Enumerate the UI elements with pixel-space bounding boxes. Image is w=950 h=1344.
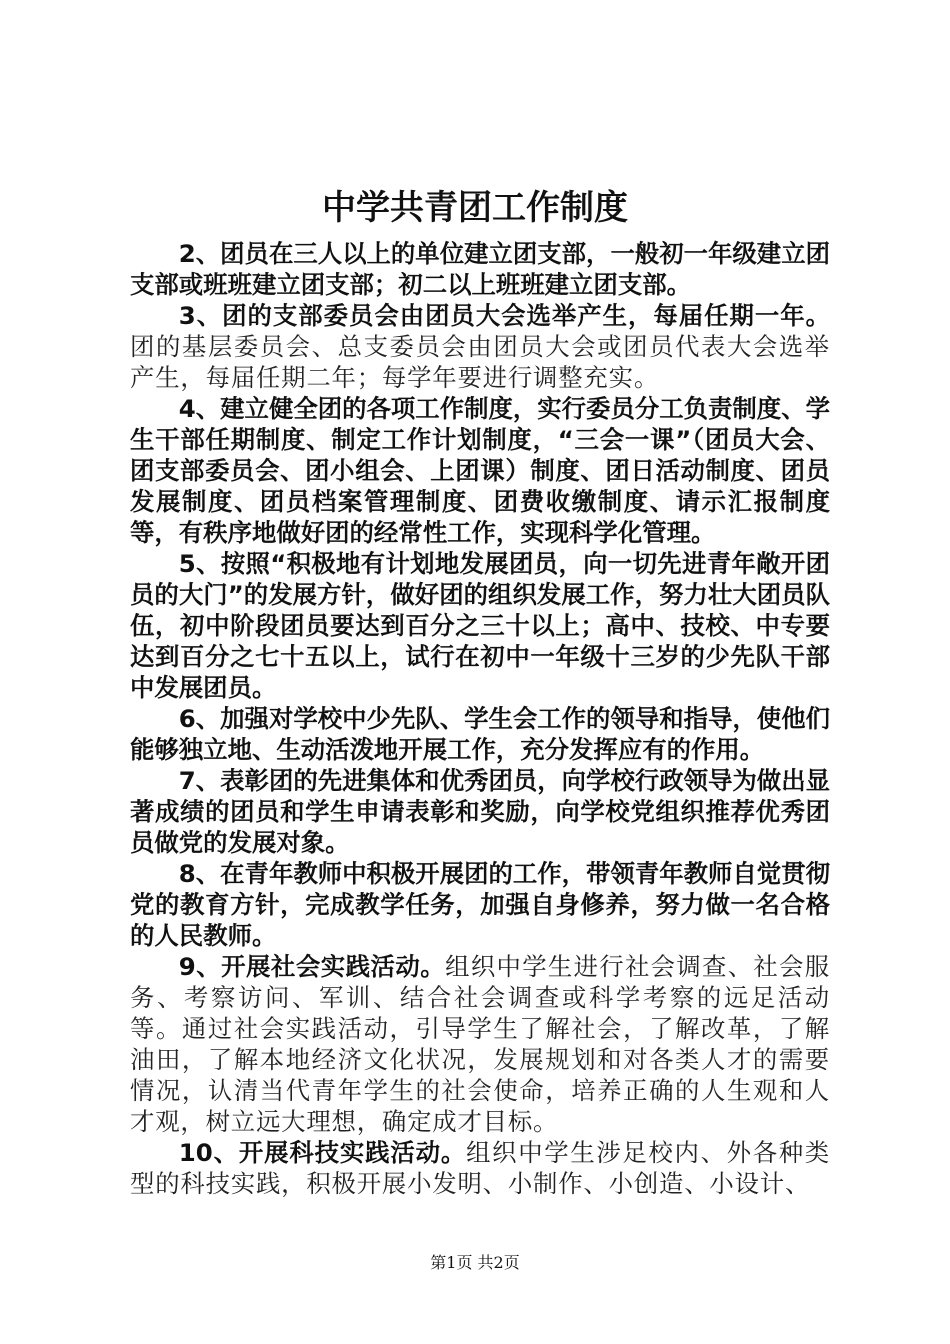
paragraph-text: 8、在青年教师中积极开展团的工作，带领青年教师自觉贯彻党的教育方针，完成教学任务，加强自身修养，努力做一名合格的人民教师。 [130,859,830,950]
paragraph-text: 6、加强对学校中少先队、学生会工作的领导和指导，使他们能够独立地、生动活泼地开展工作，充分发挥应有的作用。 [130,704,830,764]
paragraph-text-light: 组织中学生进行社会调查、社会服务、考察访问、军训、结合社会调查或科学考察的远足活动等。通过社会实践活动，引导学生了解社会，了解改革，了解油田，了解本地经济文化状况，发展规划和对各类人才的需要情况，认清当代青年学生的社会使命，培养正确的人生观和人才观，树立远大理想，确定成才目标。 [130,952,830,1136]
paragraph-text: 10、开展科技实践活动。 [178,1138,467,1167]
paragraph-6 [130,703,830,765]
paragraph-text-light: 团的基层委员会、总支委员会由团员大会或团员代表大会选举产生，每届任期二年；每学年要进行调整充实。 [130,332,830,392]
paragraph-2 [130,238,830,300]
paragraph-7 [130,765,830,858]
paragraph-4 [130,393,830,548]
paragraph-8 [130,858,830,951]
paragraph-5 [130,548,830,703]
paragraph-text: 5、按照“积极地有计划地发展团员，向一切先进青年敞开团员的大门”的发展方针，做好团的组织发展工作，努力壮大团员队伍，初中阶段团员要达到百分之三十以上；高中、技校、中专要达到百分之七十五以上，试行在初中一年级十三岁的少先队干部中发展团员。 [130,549,830,702]
paragraph-text: 2、团员在三人以上的单位建立团支部，一般初一年级建立团支部或班班建立团支部；初二以上班班建立团支部。 [130,239,830,299]
document-body [130,238,830,1199]
paragraph-text: 4、建立健全团的各项工作制度，实行委员分工负责制度、学生干部任期制度、制定工作计划制度，“三会一课”（团员大会、团支部委员会、团小组会、上团课）制度、团日活动制度、团员发展制度、团员档案管理制度、团费收缴制度、请示汇报制度等，有秩序地做好团的经常性工作，实现科学化管理。 [130,394,830,547]
paragraph-text: 9、开展社会实践活动。 [178,952,446,981]
paragraph-9 [130,951,830,1137]
page-number-footer: 第1页 共2页 [430,1253,520,1272]
paragraph-3 [130,300,830,393]
paragraph-10 [130,1137,830,1199]
paragraph-text: 3、团的支部委员会由团员大会选举产生，每届任期一年。 [178,301,830,330]
paragraph-text-light: 组织中学生涉足校内、外各种类型的科技实践，积极开展小发明、小制作、小创造、小设计、 [130,1138,830,1198]
paragraph-text: 7、表彰团的先进集体和优秀团员，向学校行政领导为做出显著成绩的团员和学生申请表彰和奖励，向学校党组织推荐优秀团员做党的发展对象。 [130,766,830,857]
document-title: 中学共青团工作制度 [322,188,628,228]
